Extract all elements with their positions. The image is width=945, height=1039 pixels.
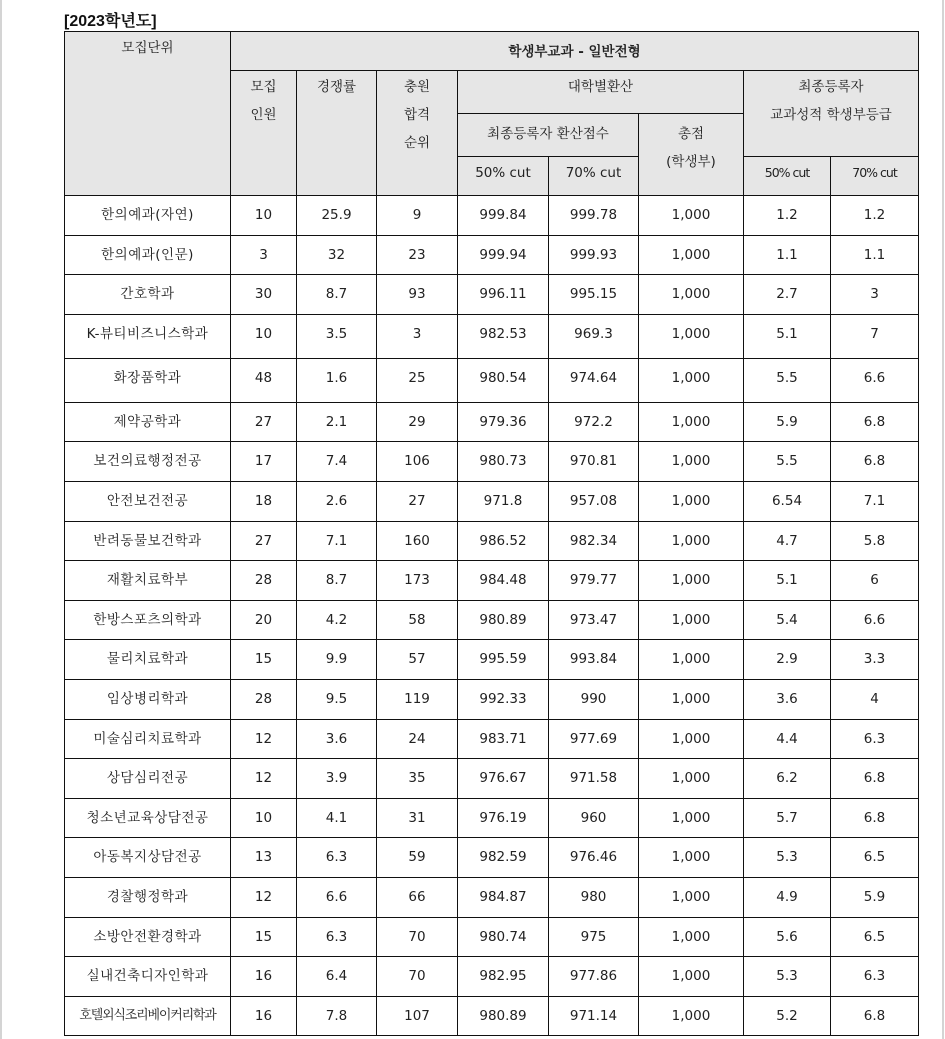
table-row: [65, 679, 919, 719]
conv-70: 957.08: [569, 492, 618, 509]
grade-70: 3.3: [863, 651, 886, 668]
waitlist: 27: [408, 492, 426, 509]
conv-70: 999.93: [569, 246, 618, 263]
grade-70: 6.8: [863, 413, 886, 430]
grade-50: 4.7: [776, 532, 798, 549]
total: 1,000: [671, 413, 711, 430]
competition: 7.4: [325, 453, 348, 470]
grade-50: 5.7: [776, 809, 798, 826]
header-grade-70: 70% cut: [831, 157, 919, 196]
waitlist: 59: [408, 849, 426, 866]
quota: 27: [254, 413, 273, 430]
total: 1,000: [671, 369, 711, 386]
grade-50: 1.1: [776, 246, 798, 263]
header-quota: 모집 인원: [231, 71, 297, 196]
header-final-conv-score: 최종등록자 환산점수: [458, 114, 639, 157]
conv-50: 983.71: [479, 730, 527, 747]
table-row: [65, 640, 919, 680]
grade-70: 7.1: [863, 492, 886, 509]
header-conversion: 대학별환산: [458, 71, 744, 114]
grade-50: 4.4: [776, 730, 798, 747]
grade-70: 3: [870, 286, 879, 303]
total: 1,000: [671, 849, 711, 866]
grade-50: 5.5: [776, 453, 798, 470]
quota: 10: [254, 207, 273, 223]
conv-70: 990: [580, 690, 607, 707]
scrollbar-track[interactable]: [942, 0, 944, 1039]
quota: 10: [254, 325, 273, 342]
unit-name: K-뷰티비즈니스학과: [86, 325, 209, 342]
grade-50: 2.7: [776, 286, 798, 303]
conv-70: 977.86: [569, 968, 618, 985]
competition: 9.9: [325, 651, 348, 668]
grade-70: 6.8: [863, 809, 886, 826]
header-waitlist: 충원 합격 순위: [377, 71, 458, 196]
total: 1,000: [671, 1007, 711, 1024]
total: 1,000: [671, 532, 711, 549]
conv-50: 971.8: [483, 492, 523, 509]
table-row: [65, 798, 919, 838]
total: 1,000: [671, 286, 711, 303]
grade-70: 6.5: [863, 849, 886, 866]
waitlist: 23: [408, 246, 426, 263]
conv-50: 995.59: [479, 651, 527, 668]
quota: 15: [254, 651, 273, 668]
grade-50: 5.3: [776, 968, 798, 985]
total: 1,000: [671, 492, 711, 509]
quota: 12: [254, 888, 273, 905]
competition: 4.1: [325, 809, 348, 826]
total: 1,000: [671, 651, 711, 668]
competition: 32: [327, 246, 346, 263]
grade-50: 2.9: [776, 651, 798, 668]
unit-name: 화장품학과: [113, 369, 182, 386]
grade-70: 6.5: [863, 928, 886, 945]
table-row: [65, 402, 919, 442]
waitlist: 35: [408, 770, 426, 787]
waitlist: 119: [404, 690, 430, 707]
competition: 6.6: [325, 888, 348, 905]
waitlist: 93: [408, 286, 426, 303]
quota: 27: [254, 532, 273, 549]
waitlist: 70: [408, 968, 426, 985]
waitlist: 58: [408, 611, 426, 628]
conv-70: 980: [580, 888, 607, 905]
competition: 25.9: [321, 207, 352, 223]
header-grade-50: 50% cut: [744, 157, 831, 196]
conv-50: 999.94: [479, 246, 527, 263]
conv-50: 980.74: [479, 928, 527, 945]
quota: 28: [254, 572, 273, 589]
conv-50: 976.67: [479, 770, 527, 787]
unit-name: 아동복지상담전공: [93, 849, 202, 866]
unit-name: 호텔외식조리베이커리학과: [79, 1007, 216, 1023]
conv-70: 971.58: [569, 770, 618, 787]
table-row: [65, 719, 919, 759]
competition: 7.8: [325, 1007, 348, 1024]
header-competition: 경쟁률: [297, 71, 377, 196]
total: 1,000: [671, 928, 711, 945]
competition: 4.2: [325, 611, 348, 628]
grade-50: 3.6: [776, 690, 798, 707]
grade-50: 6.54: [771, 492, 803, 509]
conv-70: 973.47: [569, 611, 618, 628]
waitlist: 160: [404, 532, 430, 549]
competition: 8.7: [325, 286, 348, 303]
grade-70: 7: [870, 325, 879, 342]
grade-70: 6.3: [863, 968, 886, 985]
grade-50: 4.9: [776, 888, 798, 905]
quota: 20: [254, 611, 273, 628]
unit-name: 재활치료학부: [106, 572, 189, 589]
grade-70: 6.8: [863, 453, 886, 470]
grade-70: 4: [870, 690, 879, 707]
unit-name: 한방스포츠의학과: [93, 611, 202, 628]
table-row: [65, 442, 919, 482]
total: 1,000: [671, 325, 711, 342]
waitlist: 3: [412, 325, 422, 342]
total: 1,000: [671, 572, 711, 589]
competition: 7.1: [325, 532, 348, 549]
quota: 12: [254, 730, 273, 747]
unit-name: 반려동물보건학과: [93, 532, 202, 549]
conv-50: 996.11: [479, 286, 527, 303]
competition: 2.6: [325, 492, 348, 509]
table-row: [65, 957, 919, 997]
competition: 6.3: [325, 849, 348, 866]
grade-70: 6.6: [863, 369, 886, 386]
waitlist: 107: [404, 1007, 430, 1024]
quota: 15: [254, 928, 273, 945]
competition: 3.6: [325, 730, 348, 747]
competition: 3.5: [325, 325, 348, 342]
conv-70: 993.84: [569, 651, 618, 668]
conv-50: 982.95: [479, 968, 527, 985]
competition: 8.7: [325, 572, 348, 589]
table-row: [65, 996, 919, 1036]
grade-50: 1.2: [776, 207, 798, 223]
unit-name: 경찰행정학과: [106, 888, 189, 905]
table-row: [65, 521, 919, 561]
conv-50: 984.87: [479, 888, 527, 905]
waitlist: 66: [408, 888, 426, 905]
header-conv-50: 50% cut: [458, 157, 549, 196]
waitlist: 70: [408, 928, 426, 945]
unit-name: 한의예과(자연): [101, 207, 194, 223]
table-row: [65, 358, 919, 402]
competition: 2.1: [325, 413, 348, 430]
header-conv-70: 70% cut: [549, 157, 639, 196]
conv-50: 992.33: [479, 690, 527, 707]
unit-name: 소방안전환경학과: [93, 928, 202, 945]
competition: 6.4: [325, 968, 348, 985]
conv-50: 999.84: [479, 207, 527, 223]
grade-70: 1.2: [863, 207, 886, 223]
table-row: [65, 838, 919, 878]
unit-name: 보건의료행정전공: [93, 453, 202, 470]
unit-name: 제약공학과: [113, 413, 182, 430]
quota: 48: [254, 369, 273, 386]
conv-70: 974.64: [569, 369, 618, 386]
waitlist: 24: [408, 730, 426, 747]
header-total: 총점 (학생부): [639, 114, 744, 196]
quota: 10: [254, 809, 273, 826]
unit-name: 상담심리전공: [106, 770, 189, 787]
grade-70: 5.9: [863, 888, 886, 905]
conv-50: 980.73: [479, 453, 527, 470]
conv-70: 971.14: [569, 1007, 618, 1024]
unit-name: 한의예과(인문): [101, 246, 194, 263]
quota: 16: [254, 968, 273, 985]
table-row: [65, 917, 919, 957]
grade-70: 6.8: [863, 1007, 886, 1024]
total: 1,000: [671, 207, 711, 223]
table-row: [65, 877, 919, 917]
waitlist: 173: [404, 572, 430, 589]
total: 1,000: [671, 690, 711, 707]
quota: 3: [259, 246, 268, 263]
unit-name: 미술심리치료학과: [93, 730, 202, 747]
quota: 12: [254, 770, 273, 787]
admission-results-table: [64, 31, 919, 1036]
quota: 30: [254, 286, 273, 303]
conv-70: 975: [580, 928, 607, 945]
grade-70: 6.8: [863, 770, 886, 787]
conv-70: 976.46: [569, 849, 618, 866]
table-row: [65, 314, 919, 358]
conv-70: 960: [580, 809, 607, 826]
conv-70: 979.77: [569, 572, 618, 589]
total: 1,000: [671, 809, 711, 826]
unit-name: 물리치료학과: [106, 651, 189, 668]
unit-name: 임상병리학과: [106, 690, 189, 707]
grade-50: 6.2: [776, 770, 798, 787]
grade-50: 5.6: [776, 928, 798, 945]
table-row: [65, 196, 919, 236]
waitlist: 29: [408, 413, 426, 430]
total: 1,000: [671, 453, 711, 470]
left-border-rule: [0, 0, 2, 1039]
conv-70: 995.15: [569, 286, 618, 303]
conv-70: 999.78: [569, 207, 618, 223]
conv-50: 980.89: [479, 611, 527, 628]
table-row: [65, 600, 919, 640]
waitlist: 25: [408, 369, 426, 386]
unit-name: 간호학과: [120, 286, 175, 303]
conv-70: 972.2: [574, 413, 613, 430]
conv-50: 980.89: [479, 1007, 527, 1024]
grade-70: 6.3: [863, 730, 886, 747]
waitlist: 106: [404, 453, 430, 470]
total: 1,000: [671, 770, 711, 787]
conv-50: 982.53: [479, 325, 527, 342]
unit-name: 안전보건전공: [106, 492, 189, 509]
competition: 3.9: [325, 770, 348, 787]
quota: 16: [254, 1007, 273, 1024]
grade-50: 5.2: [776, 1007, 798, 1024]
grade-50: 5.5: [776, 369, 798, 386]
competition: 6.3: [325, 928, 348, 945]
conv-50: 982.59: [479, 849, 527, 866]
grade-70: 5.8: [863, 532, 886, 549]
waitlist: 9: [412, 207, 422, 223]
table-row: [65, 235, 919, 275]
grade-70: 1.1: [863, 246, 886, 263]
table-row: [65, 481, 919, 521]
total: 1,000: [671, 888, 711, 905]
header-final-grade: 최종등록자 교과성적 학생부등급: [744, 71, 919, 157]
quota: 13: [254, 849, 273, 866]
table-row: [65, 275, 919, 315]
table-row: [65, 561, 919, 601]
conv-70: 982.34: [569, 532, 618, 549]
grade-50: 5.1: [776, 572, 798, 589]
competition: 1.6: [325, 369, 348, 386]
total: 1,000: [671, 730, 711, 747]
grade-50: 5.1: [776, 325, 798, 342]
grade-50: 5.4: [776, 611, 798, 628]
quota: 28: [254, 690, 273, 707]
conv-50: 980.54: [479, 369, 527, 386]
total: 1,000: [671, 246, 711, 263]
conv-70: 970.81: [569, 453, 618, 470]
unit-name: 실내건축디자인학과: [86, 968, 209, 985]
total: 1,000: [671, 611, 711, 628]
conv-70: 977.69: [569, 730, 618, 747]
grade-50: 5.9: [776, 413, 798, 430]
waitlist: 31: [408, 809, 426, 826]
grade-70: 6.6: [863, 611, 886, 628]
header-unit: 모집단위: [65, 32, 231, 196]
grade-50: 5.3: [776, 849, 798, 866]
waitlist: 57: [408, 651, 426, 668]
table-row: [65, 759, 919, 799]
competition: 9.5: [325, 690, 348, 707]
header-group: 학생부교과 - 일반전형: [231, 32, 919, 71]
conv-70: 969.3: [574, 325, 613, 342]
conv-50: 986.52: [479, 532, 527, 549]
unit-name: 청소년교육상담전공: [86, 809, 209, 826]
conv-50: 976.19: [479, 809, 527, 826]
conv-50: 984.48: [479, 572, 527, 589]
page-title: [2023학년도]: [64, 13, 157, 30]
grade-70: 6: [870, 572, 879, 589]
conv-50: 979.36: [479, 413, 527, 430]
quota: 18: [254, 492, 273, 509]
quota: 17: [254, 453, 273, 470]
total: 1,000: [671, 968, 711, 985]
